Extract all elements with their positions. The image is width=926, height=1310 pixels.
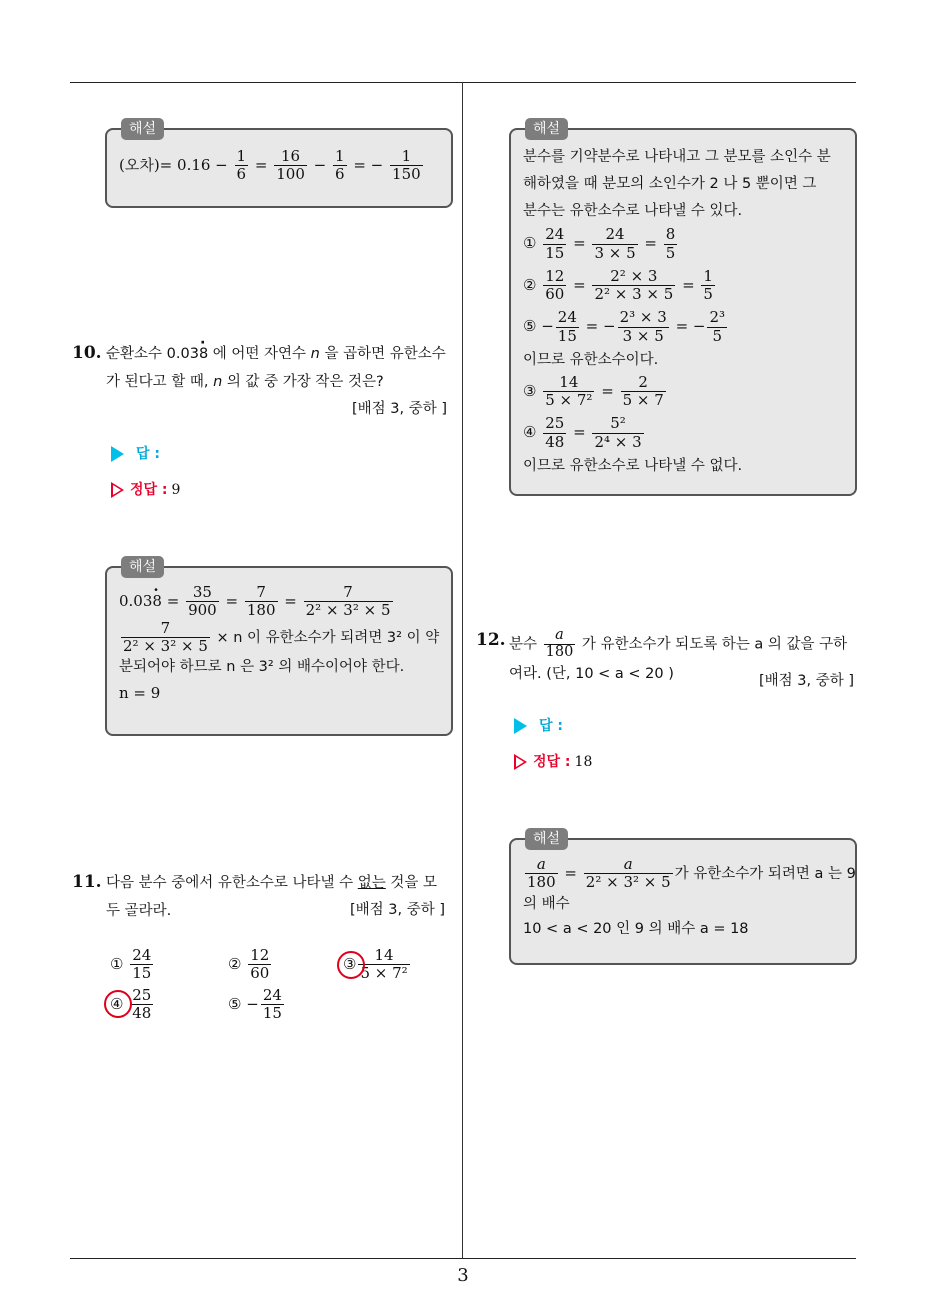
- solution-box-q10: 해설 0.03· 8 = $\frac{35}{900}$ = $\frac{7}{180}$ = $\frac{7}{\text{2² × 3² × 5}}$ $\frac{7}{\text{2² × 3² × 5}}$ × n 이 유한소수가 되려면 3² 이 약 분되어야 하므로 n 은 3² 의 배수이어야 한다. n = 9: [105, 566, 453, 736]
- solution-box-q9: [105, 121, 453, 208]
- option-2[interactable]: ② $\frac{12}{60}$: [228, 946, 270, 983]
- triangle-icon: [111, 446, 124, 462]
- question-text: 분수 $\frac{a}{180}$ 가 유한소수가 되도록 하는 a 의 값을 구하 여라. (단, 10 < a < 20 ): [509, 627, 848, 682]
- question-number: 12.: [476, 630, 506, 650]
- top-rule: [70, 82, 856, 83]
- triangle-icon: [514, 718, 527, 734]
- question-number: 10.: [72, 343, 102, 363]
- question-text: 순환소수 0.03· 8 에 어떤 자연수 n 을 곱하면 유한소수 가 된다고 할 때, n 의 값 중 가장 작은 것은?: [106, 341, 456, 396]
- fraction: $\frac{1}{6}$: [335, 147, 345, 184]
- score-label: [배점 3, 중하 ]: [759, 673, 855, 689]
- solution-tag: 해설: [121, 118, 164, 140]
- triangle-outline-icon: [514, 754, 527, 770]
- solution-tag: 해설: [121, 556, 164, 578]
- solution-tag: 해설: [525, 828, 568, 850]
- score-label: [배점 3, 중하 ]: [350, 902, 446, 918]
- fraction: $\frac{1}{6}$: [236, 147, 247, 184]
- score-label: [배점 3, 중하 ]: [352, 401, 448, 417]
- correct-answer-line: 정답 : 9: [111, 479, 180, 499]
- answer-line[interactable]: 답 :: [111, 443, 160, 463]
- option-1[interactable]: ① $\frac{24}{15}$: [110, 946, 152, 983]
- option-5[interactable]: ⑤ − $\frac{24}{15}$: [228, 986, 282, 1023]
- selected-circle-mark: [104, 990, 132, 1018]
- option-3[interactable]: ③ $\frac{14}{\text{5 × 7²}}$: [343, 946, 408, 983]
- solution-box-q11: 해설 분수를 기약분수로 나타내고 그 분모를 소인수 분 해하였을 때 분모의 소인수가 2 나 5 뿐이면 그 분수는 유한소수로 나타낼 수 있다. ① $\frac{24}{15}$ = $\frac{24}{3 \times 5}$ = $\frac{8}{5}$ ② $\frac{12}{60}$ = $\frac{\text{2² × 3}}{\text{2² × 3 × 5}}$ = $\frac{1}{5}$ ⑤ − $\frac{24}{15}$ = − $\frac{\text{2³ × 3}}{3 \times 5}$ = − $\frac{\text{2³}}{5}$ 이므로 유한소수이다. ③ $\frac{14}{\text{5 × 7²}}$ = $\frac{2}{5 \times 7}$ ④ $\frac{25}{48}$ = $\frac{\text{5²}}{\text{2⁴ × 3}}$ 이므로 유한소수로 나타낼 수 없다.: [509, 128, 857, 496]
- fraction: $\frac{16}{100}$: [276, 147, 305, 184]
- question-text: 다음 분수 중에서 유한소수로 나타낼 수 없는 것을 모 두 골라라.: [106, 875, 438, 919]
- option-4[interactable]: ④ $\frac{25}{48}$: [110, 986, 152, 1023]
- bottom-rule: [70, 1258, 856, 1259]
- correct-answer-line: 정답 : 18: [514, 751, 592, 771]
- solution-tag: 해설: [525, 118, 568, 140]
- error-equation: (오차)= 0.16 − $\frac{1}{6}$ = $\frac{16}{100}$ − $\frac{1}{6}$ = − $\frac{1}{150}$: [119, 147, 421, 184]
- question-number: 11.: [72, 872, 102, 892]
- triangle-outline-icon: [111, 482, 124, 498]
- solution-box-q12: 해설 $\frac{a}{180}$ = $\frac{a}{\text{2² × 3² × 5}}$ 가 유한소수가 되려면 a 는 9 의 배수 10 < a < 20 인 9 의 배수 a = 18: [509, 838, 857, 965]
- answer-line[interactable]: 답 :: [514, 715, 563, 735]
- page-number: 3: [457, 1265, 469, 1286]
- selected-circle-mark: [337, 951, 365, 979]
- column-divider: [462, 82, 463, 1258]
- fraction: $\frac{1}{150}$: [392, 147, 421, 184]
